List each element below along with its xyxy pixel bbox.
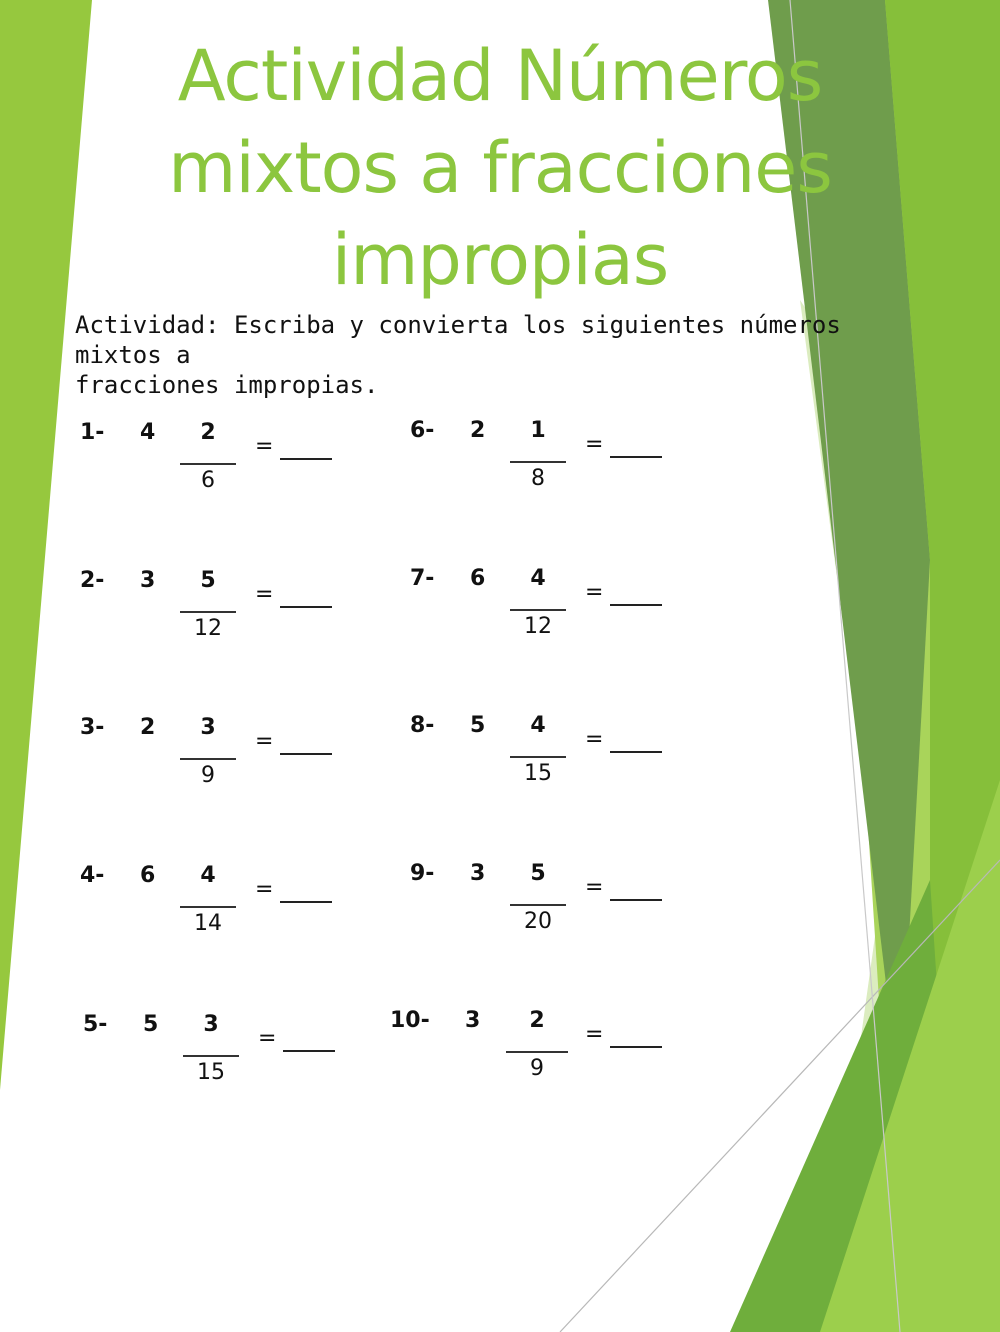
- exercise-label: 4-: [80, 863, 105, 888]
- fraction-bar: [510, 904, 566, 906]
- page-title: [100, 30, 900, 306]
- answer-blank: [610, 604, 662, 606]
- whole-number: 6: [470, 566, 486, 591]
- fraction-bar: [180, 758, 236, 760]
- equals-sign: =: [255, 434, 274, 459]
- exercise-5: [83, 1012, 383, 1112]
- fraction-bar: [180, 611, 236, 613]
- equals-sign: =: [585, 1022, 604, 1047]
- numerator: 2: [529, 1008, 545, 1033]
- numerator: 3: [200, 715, 216, 740]
- answer-blank: [280, 753, 332, 755]
- denominator: 20: [524, 909, 552, 934]
- exercise-8: [410, 713, 710, 813]
- exercise-6: [410, 418, 710, 518]
- exercise-label: 9-: [410, 861, 435, 886]
- numerator: 3: [203, 1012, 219, 1037]
- instructions-text: [75, 310, 935, 400]
- fraction-bar: [510, 461, 566, 463]
- whole-number: 4: [140, 420, 156, 445]
- exercise-10: [390, 1008, 690, 1108]
- numerator: 4: [530, 713, 546, 738]
- answer-blank: [280, 606, 332, 608]
- fraction-bar: [180, 906, 236, 908]
- exercise-4: [80, 863, 380, 963]
- numerator: 4: [530, 566, 546, 591]
- equals-sign: =: [258, 1026, 277, 1051]
- whole-number: 5: [143, 1012, 159, 1037]
- numerator: 4: [200, 863, 216, 888]
- whole-number: 3: [465, 1008, 481, 1033]
- instructions-line-1: Actividad: Escriba y convierta los siguientes números mixtos a: [75, 311, 841, 369]
- answer-blank: [280, 458, 332, 460]
- equals-sign: =: [585, 580, 604, 605]
- whole-number: 6: [140, 863, 156, 888]
- title-line-1: Actividad Números: [177, 35, 823, 117]
- exercise-3: [80, 715, 380, 815]
- equals-sign: =: [585, 875, 604, 900]
- title-line-2: mixtos a fracciones: [168, 127, 832, 209]
- whole-number: 2: [470, 418, 486, 443]
- exercise-label: 5-: [83, 1012, 108, 1037]
- exercise-1: [80, 420, 380, 520]
- exercise-2: [80, 568, 380, 668]
- answer-blank: [610, 751, 662, 753]
- numerator: 5: [200, 568, 216, 593]
- whole-number: 3: [470, 861, 486, 886]
- fraction-bar: [183, 1055, 239, 1057]
- equals-sign: =: [255, 729, 274, 754]
- exercise-9: [410, 861, 710, 961]
- denominator: 15: [524, 761, 552, 786]
- exercise-label: 3-: [80, 715, 105, 740]
- title-line-3: impropias: [331, 219, 669, 301]
- exercise-label: 7-: [410, 566, 435, 591]
- equals-sign: =: [585, 727, 604, 752]
- whole-number: 2: [140, 715, 156, 740]
- answer-blank: [283, 1050, 335, 1052]
- answer-blank: [280, 901, 332, 903]
- denominator: 14: [194, 911, 222, 936]
- exercise-7: [410, 566, 710, 666]
- exercise-label: 8-: [410, 713, 435, 738]
- denominator: 12: [194, 616, 222, 641]
- exercise-label: 1-: [80, 420, 105, 445]
- denominator: 9: [530, 1056, 544, 1081]
- exercise-label: 6-: [410, 418, 435, 443]
- denominator: 15: [197, 1060, 225, 1085]
- numerator: 2: [200, 420, 216, 445]
- answer-blank: [610, 899, 662, 901]
- instructions-line-2: fracciones impropias.: [75, 371, 379, 399]
- numerator: 5: [530, 861, 546, 886]
- fraction-bar: [510, 756, 566, 758]
- left-green-stripe: [0, 0, 92, 1090]
- answer-blank: [610, 456, 662, 458]
- fraction-bar: [180, 463, 236, 465]
- answer-blank: [610, 1046, 662, 1048]
- fraction-bar: [506, 1051, 568, 1053]
- denominator: 8: [531, 466, 545, 491]
- denominator: 6: [201, 468, 215, 493]
- exercise-label: 2-: [80, 568, 105, 593]
- fraction-bar: [510, 609, 566, 611]
- whole-number: 3: [140, 568, 156, 593]
- equals-sign: =: [255, 582, 274, 607]
- denominator: 12: [524, 614, 552, 639]
- whole-number: 5: [470, 713, 486, 738]
- equals-sign: =: [585, 432, 604, 457]
- denominator: 9: [201, 763, 215, 788]
- numerator: 1: [530, 418, 546, 443]
- equals-sign: =: [255, 877, 274, 902]
- exercise-label: 10-: [390, 1008, 430, 1033]
